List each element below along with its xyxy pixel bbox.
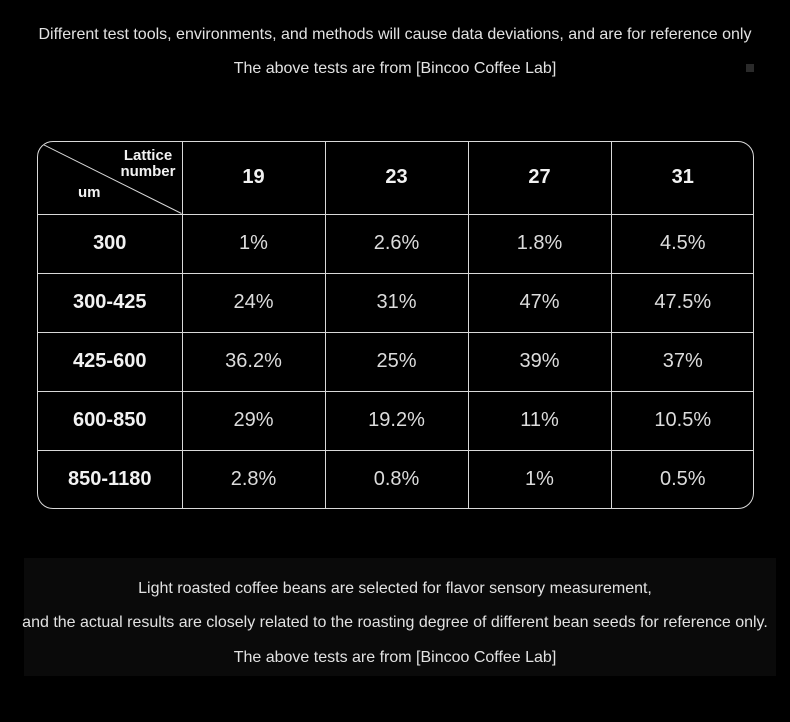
table-row <box>38 214 754 273</box>
table-cell: 1.8% <box>468 214 611 273</box>
column-header: 31 <box>611 142 754 214</box>
decorative-square <box>746 64 754 72</box>
lattice-label-line2: number <box>120 163 176 180</box>
row-header: 600-850 <box>38 391 182 450</box>
table-cell: 2.8% <box>182 450 325 509</box>
table-cell: 2.6% <box>325 214 468 273</box>
table-cell: 25% <box>325 332 468 391</box>
table-cell: 39% <box>468 332 611 391</box>
table-cell: 4.5% <box>611 214 754 273</box>
table-header-row <box>38 142 754 214</box>
source-line-top: The above tests are from [Bincoo Coffee Lab] <box>233 60 557 77</box>
grind-distribution-table <box>37 141 754 509</box>
table-cell: 47% <box>468 273 611 332</box>
table-row <box>38 391 754 450</box>
column-header: 19 <box>182 142 325 214</box>
lattice-number-label <box>120 148 175 180</box>
source-line-bottom: The above tests are from [Bincoo Coffee Lab] <box>233 649 557 666</box>
table-corner-cell <box>38 142 182 214</box>
table-cell: 31% <box>325 273 468 332</box>
table-cell: 0.8% <box>325 450 468 509</box>
row-header: 300 <box>38 214 182 273</box>
table-cell: 11% <box>468 391 611 450</box>
table-cell: 47.5% <box>611 273 754 332</box>
um-label: um <box>78 184 101 201</box>
table-cell: 19.2% <box>325 391 468 450</box>
table-cell: 29% <box>182 391 325 450</box>
sensory-note-line-1: Light roasted coffee beans are selected for flavor sensory measurement, <box>138 580 652 597</box>
table-row <box>38 332 754 391</box>
row-header: 300-425 <box>38 273 182 332</box>
table-cell: 1% <box>182 214 325 273</box>
table-cell: 0.5% <box>611 450 754 509</box>
disclaimer-line-1: Different test tools, environments, and methods will cause data deviations, and are for reference only <box>38 26 752 43</box>
column-header: 23 <box>325 142 468 214</box>
table-row <box>38 273 754 332</box>
table-cell: 24% <box>182 273 325 332</box>
sensory-note-line-2: and the actual results are closely related to the roasting degree of different bean seeds for reference only. <box>22 614 768 631</box>
table-cell: 37% <box>611 332 754 391</box>
table-cell: 36.2% <box>182 332 325 391</box>
table-cell: 10.5% <box>611 391 754 450</box>
column-header: 27 <box>468 142 611 214</box>
table-cell: 1% <box>468 450 611 509</box>
table-row <box>38 450 754 509</box>
row-header: 850-1180 <box>38 450 182 509</box>
lattice-label-line1: Lattice <box>123 147 173 164</box>
row-header: 425-600 <box>38 332 182 391</box>
